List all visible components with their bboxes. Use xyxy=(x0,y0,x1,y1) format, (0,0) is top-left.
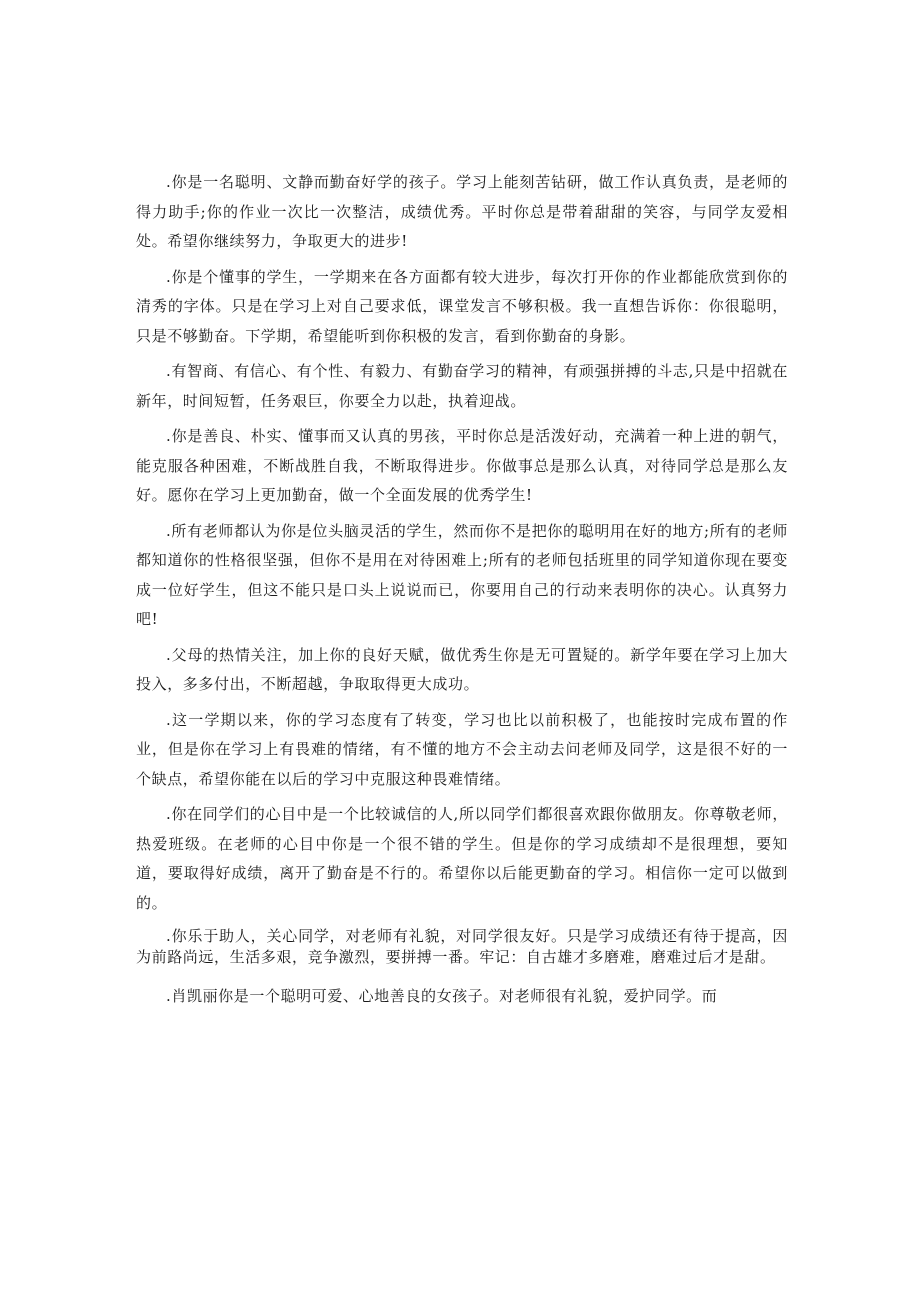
comment-paragraph-3: .有智商、有信心、有个性、有毅力、有勤奋学习的精神，有顽强拼搏的斗志,只是中招就在新年，时间短暂，任务艰巨，你要全力以赴，执着迎战。 xyxy=(136,362,788,410)
document-body xyxy=(136,168,788,1018)
comment-paragraph-7: .这一学期以来，你的学习态度有了转变，学习也比以前积极了，也能按时完成布置的作业，但是你在学习上有畏难的情绪，有不懂的地方不会主动去问老师及同学，这是很不好的一个缺点，希望你能在以后的学习中克服这种畏难情绪。 xyxy=(136,710,788,788)
comment-paragraph-8: .你在同学们的心目中是一个比较诚信的人,所以同学们都很喜欢跟你做朋友。你尊敬老师，热爱班级。在老师的心目中你是一个很不错的学生。但是你的学习成绩却不是很理想，要知道，要取得好成绩，离开了勤奋是不行的。希望你以后能更勤奋的学习。相信你一定可以做到的。 xyxy=(136,805,788,912)
comment-paragraph-5: .所有老师都认为你是位头脑灵活的学生，然而你不是把你的聪明用在好的地方;所有的老师都知道你的性格很坚强，但你不是用在对待困难上;所有的老师包括班里的同学知道你现在要变成一位好学生，但这不能只是口头上说说而已，你要用自己的行动来表明你的决心。认真努力吧! xyxy=(136,521,788,628)
comment-paragraph-2: .你是个懂事的学生，一学期来在各方面都有较大进步，每次打开你的作业都能欣赏到你的清秀的字体。只是在学习上对自己要求低，课堂发言不够积极。我一直想告诉你：你很聪明，只是不够勤奋。下学期，希望能听到你积极的发言，看到你勤奋的身影。 xyxy=(136,267,788,345)
comment-paragraph-9: .你乐于助人，关心同学，对老师有礼貌，对同学很友好。只是学习成绩还有待于提高，因为前路尚远，生活多艰，竞争激烈，要拼搏一番。牢记：自古雄才多磨难，磨难过后才是甜。 xyxy=(136,927,788,966)
comment-paragraph-6: .父母的热情关注，加上你的良好天赋，做优秀生你是无可置疑的。新学年要在学习上加大投入，多多付出，不断超越，争取取得更大成功。 xyxy=(136,645,788,693)
comment-paragraph-10: .肖凯丽你是一个聪明可爱、心地善良的女孩子。对老师很有礼貌，爱护同学。而 xyxy=(166,987,718,1005)
comment-paragraph-4: .你是善良、朴实、懂事而又认真的男孩，平时你总是活泼好动，充满着一种上进的朝气，能克服各种困难，不断战胜自我，不断取得进步。你做事总是那么认真，对待同学总是那么友好。愿你在学习上更加勤奋，做一个全面发展的优秀学生! xyxy=(136,427,788,504)
comment-paragraph-1: .你是一名聪明、文静而勤奋好学的孩子。学习上能刻苦钻研，做工作认真负责，是老师的得力助手;你的作业一次比一次整洁，成绩优秀。平时你总是带着甜甜的笑容，与同学友爱相处。希望你继续努力，争取更大的进步! xyxy=(136,173,788,250)
